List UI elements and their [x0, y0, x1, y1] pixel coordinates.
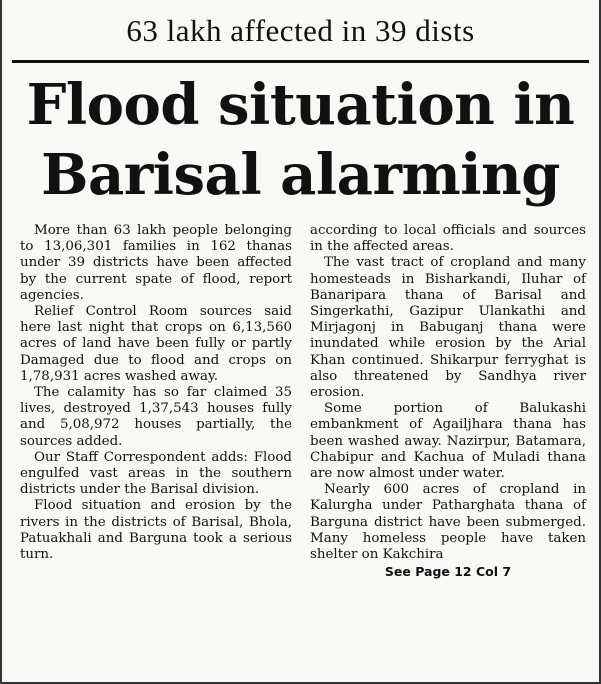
headline-line-1: Flood situation in	[26, 72, 575, 138]
paragraph: Nearly 600 acres of cropland in Kalurgha under Patharghata thana of Barguna district have been submerged. Many homeless people have taken shelter on Kakchira	[310, 482, 586, 563]
paragraph: The vast tract of cropland and many homesteads in Bisharkandi, Iluhar of Banaripara thana of Barisal and Singerkathi, Gazipur Ulankathi and Mirjagonj in Babuganj thana were inundated while erosion by the Arial Khan continued. Shikarpur ferryghat is also threatened by Sandhya river erosion.	[310, 255, 586, 401]
paragraph: The calamity has so far claimed 35 lives, destroyed 1,37,543 houses fully and 5,08,972 houses partially, the sources added.	[20, 385, 292, 449]
paragraph-continuation: according to local officials and sources in the affected areas.	[310, 223, 586, 255]
main-headline	[2, 70, 599, 210]
paragraph: Flood situation and erosion by the rivers in the districts of Barisal, Bhola, Patuakhali and Barguna took a serious turn.	[20, 498, 292, 563]
paragraph: Relief Control Room sources said here last night that crops on 6,13,560 acres of land have been fully or partly Damaged due to flood and crops on 1,78,931 acres washed away.	[20, 304, 292, 384]
paragraph: Our Staff Correspondent adds: Flood engulfed vast areas in the southern districts under the Barisal division.	[20, 449, 292, 498]
paragraph: More than 63 lakh people belonging to 13,06,301 families in 162 thanas under 39 districts have been affected by the current spate of flood, report agencies.	[20, 223, 292, 303]
headline-line-2: Barisal alarming	[41, 142, 560, 208]
paragraph: Some portion of Balukashi embankment of Agailjhara thana has been washed away. Nazirpur, Batamara, Chabipur and Kachua of Muladi thana are now almost under water.	[310, 401, 586, 482]
article-column-right	[310, 223, 586, 580]
article-body	[2, 223, 599, 676]
kicker-headline: 63 lakh affected in 39 dists	[126, 13, 475, 48]
continued-on-page-line: See Page 12 Col 7	[384, 564, 512, 580]
article-column-left	[20, 223, 292, 563]
divider-rule	[12, 60, 589, 63]
